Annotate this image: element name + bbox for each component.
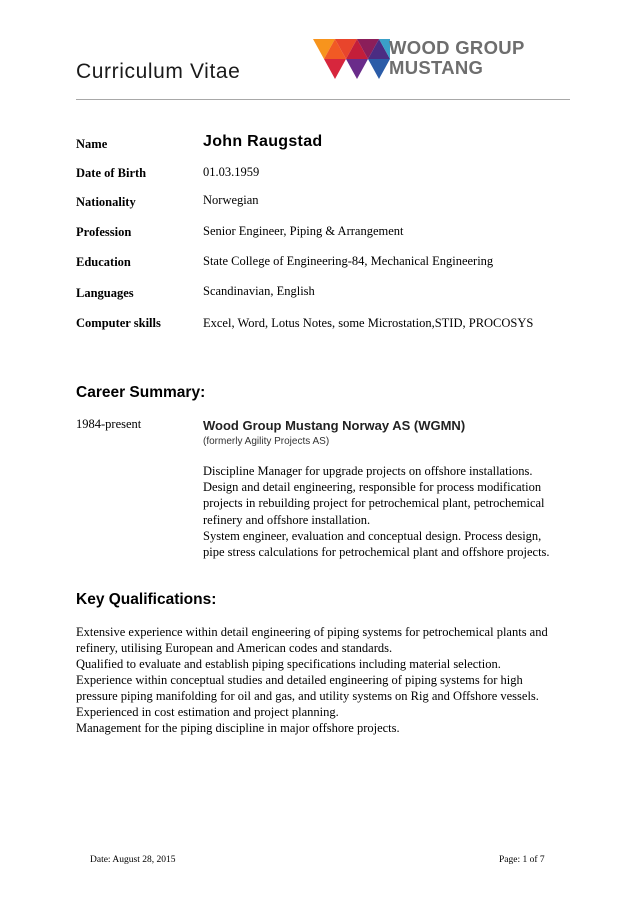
career-description-line: refinery and offshore installation. <box>203 512 371 527</box>
label-date-of-birth: Date of Birth <box>76 166 147 180</box>
header-divider <box>76 99 570 100</box>
career-description-line: pipe stress calculations for petrochemical plant and offshore projects. <box>203 545 550 560</box>
label-computer-skills: Computer skills <box>76 316 161 330</box>
career-description-line: Discipline Manager for upgrade projects on offshore installations. <box>203 464 533 478</box>
value-education: State College of Engineering-84, Mechanical Engineering <box>203 254 494 268</box>
key-qualifications-heading: Key Qualifications: <box>76 591 217 608</box>
footer-page-number: Page: 1 of 7 <box>499 855 545 865</box>
label-name: Name <box>76 137 108 151</box>
career-company: Wood Group Mustang Norway AS (WGMN) <box>203 418 466 433</box>
career-description <box>203 463 583 560</box>
career-summary-heading: Career Summary: <box>76 384 206 401</box>
key-qualifications-body <box>76 624 576 736</box>
career-description-line: System engineer, evaluation and conceptual design. Process design, <box>203 528 542 543</box>
qualification-line: Experience within conceptual studies and detailed engineering of piping systems for high <box>76 673 523 687</box>
logo-text-line1: WOOD GROUP <box>389 37 525 58</box>
qualification-line: Extensive experience within detail engineering of piping systems for petrochemical plants and <box>76 625 548 639</box>
qualification-line: refinery, utilising European and American codes and standards. <box>76 641 393 655</box>
value-nationality: Norwegian <box>203 193 259 207</box>
qualification-line: Experienced in cost estimation and project planning. <box>76 705 339 719</box>
value-profession: Senior Engineer, Piping & Arrangement <box>203 224 404 238</box>
logo-text-line2: MUSTANG <box>389 57 484 78</box>
qualification-line: Qualified to evaluate and establish piping specifications including material selection. <box>76 657 501 671</box>
label-languages: Languages <box>76 286 134 300</box>
qualification-line: pressure piping manifolding for oil and gas, and utility systems on Rig and Offshore vessels. <box>76 689 539 703</box>
label-education: Education <box>76 255 131 269</box>
value-name: John Raugstad <box>203 133 323 150</box>
career-description-line: Design and detail engineering, responsible for process modification <box>203 480 542 495</box>
qualification-line: Management for the piping discipline in major offshore projects. <box>76 721 400 735</box>
label-profession: Profession <box>76 225 132 239</box>
label-nationality: Nationality <box>76 195 136 209</box>
value-computer-skills: Excel, Word, Lotus Notes, some Microstation,STID, PROCOSYS <box>203 316 534 330</box>
career-period: 1984-present <box>76 417 142 431</box>
career-company-note: (formerly Agility Projects AS) <box>203 436 330 447</box>
document-title: Curriculum Vitae <box>76 60 241 83</box>
career-description-line: projects in rebuilding project for petrochemical plant, petrochemical <box>203 496 545 511</box>
value-languages: Scandinavian, English <box>203 284 315 298</box>
value-date-of-birth: 01.03.1959 <box>203 165 260 179</box>
footer-date: Date: August 28, 2015 <box>90 855 176 865</box>
